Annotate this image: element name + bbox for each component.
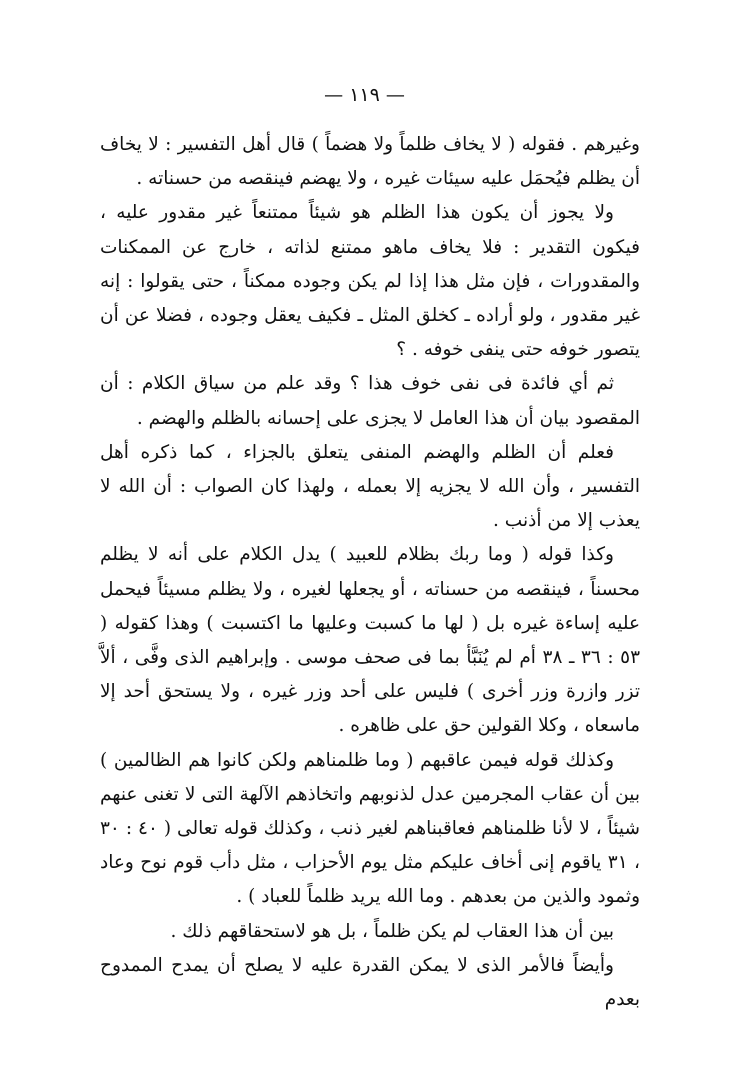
paragraph: فعلم أن الظلم والهضم المنفى يتعلق بالجزاء ، كما ذكره أهل التفسير ، وأن الله لا يجزيه إلا بعمله ، ولهذا كان الصواب : أن الله لا يعذب إلا من أذنب . <box>100 441 640 532</box>
paragraph: وكذلك قوله فيمن عاقبهم ( وما ظلمناهم ولكن كانوا هم الظالمين ) بين أن عقاب المجرمين عدل لذنوبهم واتخاذهم الآلهة التى لا تغنى عنهم شيئاً ، لا لأنا ظلمناهم فعاقبناهم لغير ذنب ، وكذلك قوله تعالى ( ٤٠ : ٣٠ ، ٣١ ياقوم إنى أخاف عليكم مثل يوم الأحزاب ، مثل دأب قوم نوح وعاد وثمود والذين من بعدهم . وما الله يريد ظلماً للعباد ) . <box>100 749 640 908</box>
paragraph: وكذا قوله ( وما ربك بظلام للعبيد ) يدل الكلام على أنه لا يظلم محسناً ، فينقصه من حسناته ، أو يجعلها لغيره ، ولا يظلم مسيئاً فيحمل عليه إساءة غيره بل ( لها ما كسبت وعليها ما اكتسبت ) وهذا كقوله ( ٥٣ : ٣٦ ـ ٣٨ أم لم يُنَبَّأ بما فى صحف موسى . وإبراهيم الذى وفَّى ، ألاَّ تزر وازرة وزر أخرى ) فليس على أحد وزر غيره ، ولا يستحق أحد إلا ماسعاه ، وكلا القولين حق على ظاهره . <box>100 544 641 737</box>
body-text <box>100 128 640 1017</box>
paragraph: ولا يجوز أن يكون هذا الظلم هو شيئاً ممتنعاً غير مقدور عليه ، فيكون التقدير : فلا يخاف ماهو ممتنع لذاته ، خارج عن الممكنات والمقدورات ، فإن مثل هذا إذا لم يكن وجوده ممكناً ، حتى يقولوا : إنه غير مقدور ، ولو أراده ـ كخلق المثل ـ فكيف يعقل وجوده ، فضلا عن أن يتصور خوفه حتى ينفى خوفه . ؟ <box>100 202 640 361</box>
paragraph-continuation: وغيرهم . فقوله ( لا يخاف ظلماً ولا هضماً ) قال أهل التفسير : لا يخاف أن يظلم فيُحمَل عليه سيئات غيره ، ولا يهضم فينقصه من حسناته . <box>100 134 640 190</box>
paragraph: وأيضاً فالأمر الذى لا يمكن القدرة عليه لا يصلح أن يمدح الممدوح بعدم <box>100 954 640 1011</box>
paragraph: بين أن هذا العقاب لم يكن ظلماً ، بل هو لاستحقاقهم ذلك . <box>170 920 614 942</box>
paragraph: ثم أي فائدة فى نفى خوف هذا ؟ وقد علم من سياق الكلام : أن المقصود بيان أن هذا العامل لا يجزى على إحسانه بالظلم والهضم . <box>100 373 640 429</box>
page-number: — ١١٩ — <box>324 84 405 106</box>
